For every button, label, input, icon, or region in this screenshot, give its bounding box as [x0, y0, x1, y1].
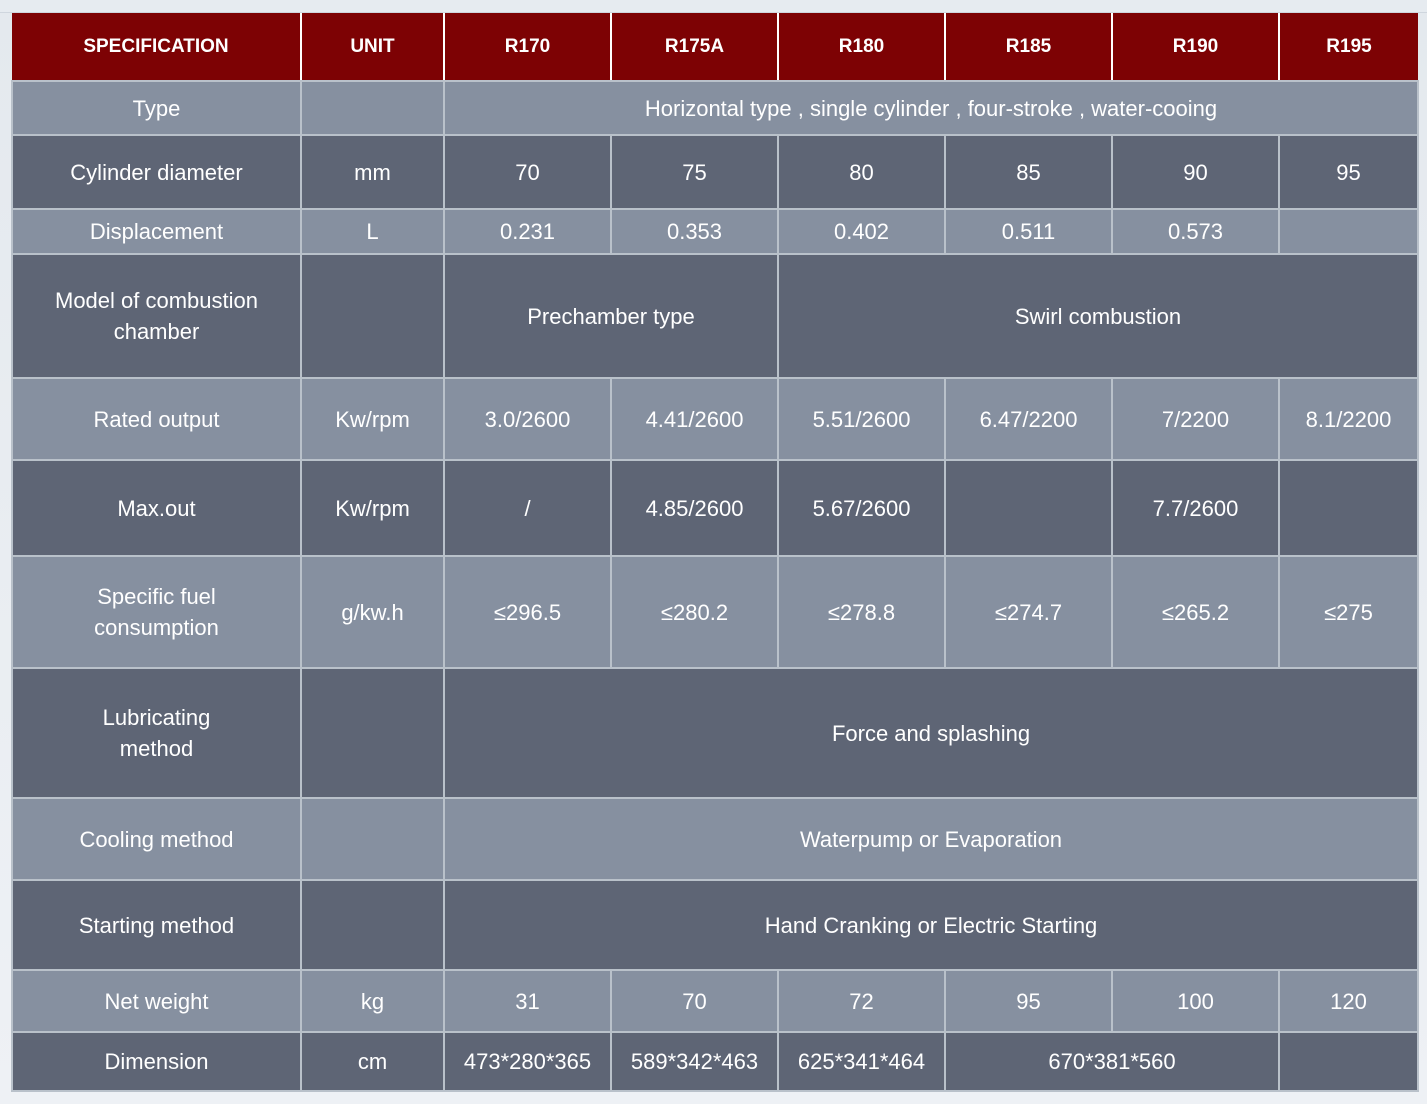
row-label — [12, 556, 301, 668]
row-value-span: Horizontal type , single cylinder , four-stroke , water-cooing — [444, 81, 1418, 135]
header-specification: SPECIFICATION — [12, 13, 301, 81]
table-cell: 70 — [611, 970, 778, 1032]
header-unit: UNIT — [301, 13, 444, 81]
header-model: R180 — [778, 13, 945, 81]
table-cell: 3.0/2600 — [444, 378, 611, 460]
table-cell: 5.51/2600 — [778, 378, 945, 460]
table-cell: 7/2200 — [1112, 378, 1279, 460]
row-label: Type — [12, 81, 301, 135]
row-type — [12, 81, 1418, 135]
row-unit: L — [301, 209, 444, 254]
header-model: R190 — [1112, 13, 1279, 81]
row-label: Cooling method — [12, 798, 301, 880]
row-unit: Kw/rpm — [301, 460, 444, 556]
table-cell: 120 — [1279, 970, 1418, 1032]
table-cell: 95 — [1279, 135, 1418, 209]
row-label-line2: consumption — [94, 615, 219, 640]
header-model: R170 — [444, 13, 611, 81]
top-strip — [0, 0, 1427, 13]
table-cell: 0.573 — [1112, 209, 1279, 254]
row-value-span: Waterpump or Evaporation — [444, 798, 1418, 880]
table-cell: 589*342*463 — [611, 1032, 778, 1091]
row-unit — [301, 668, 444, 798]
table-cell: 4.85/2600 — [611, 460, 778, 556]
row-combustion-chamber — [12, 254, 1418, 378]
row-displacement — [12, 209, 1418, 254]
table-cell: 90 — [1112, 135, 1279, 209]
table-cell: 5.67/2600 — [778, 460, 945, 556]
table-cell: 0.511 — [945, 209, 1112, 254]
table-cell: 7.7/2600 — [1112, 460, 1279, 556]
row-label-line1: Model of combustion — [55, 288, 258, 313]
row-label: Rated output — [12, 378, 301, 460]
table-cell — [1279, 460, 1418, 556]
table-cell: 0.402 — [778, 209, 945, 254]
header-row — [12, 13, 1418, 81]
table-cell: 625*341*464 — [778, 1032, 945, 1091]
table-cell — [945, 460, 1112, 556]
row-label-line1: Specific fuel — [97, 584, 216, 609]
table-cell: 85 — [945, 135, 1112, 209]
row-unit — [301, 880, 444, 970]
row-value-span: Force and splashing — [444, 668, 1418, 798]
row-label — [12, 668, 301, 798]
table-cell: 0.231 — [444, 209, 611, 254]
table-cell: ≤278.8 — [778, 556, 945, 668]
row-label: Starting method — [12, 880, 301, 970]
table-cell: / — [444, 460, 611, 556]
table-cell: ≤296.5 — [444, 556, 611, 668]
table-cell: 72 — [778, 970, 945, 1032]
row-unit — [301, 81, 444, 135]
row-starting — [12, 880, 1418, 970]
table-cell: 70 — [444, 135, 611, 209]
row-label: Dimension — [12, 1032, 301, 1091]
table-cell: 80 — [778, 135, 945, 209]
row-label-line2: chamber — [113, 319, 200, 344]
table-cell: ≤274.7 — [945, 556, 1112, 668]
row-value-span: Hand Cranking or Electric Starting — [444, 880, 1418, 970]
swirl-cell: Swirl combustion — [778, 254, 1418, 378]
table-cell: 75 — [611, 135, 778, 209]
table-cell: 6.47/2200 — [945, 378, 1112, 460]
table-cell: ≤280.2 — [611, 556, 778, 668]
header-model: R195 — [1279, 13, 1418, 81]
row-label-line1: Lubricating — [102, 705, 211, 730]
table-cell: 473*280*365 — [444, 1032, 611, 1091]
table-cell: ≤275 — [1279, 556, 1418, 668]
table-cell: 4.41/2600 — [611, 378, 778, 460]
row-unit: cm — [301, 1032, 444, 1091]
row-dimension — [12, 1032, 1418, 1091]
table-cell: 100 — [1112, 970, 1279, 1032]
table-cell: 95 — [945, 970, 1112, 1032]
row-unit — [301, 254, 444, 378]
table-cell: 31 — [444, 970, 611, 1032]
row-unit: kg — [301, 970, 444, 1032]
row-label — [12, 254, 301, 378]
specification-table — [11, 13, 1419, 1092]
row-label: Cylinder diameter — [12, 135, 301, 209]
header-model: R185 — [945, 13, 1112, 81]
table-cell: 8.1/2200 — [1279, 378, 1418, 460]
row-net-weight — [12, 970, 1418, 1032]
row-cylinder-diameter — [12, 135, 1418, 209]
row-unit — [301, 798, 444, 880]
table-cell — [1279, 1032, 1418, 1091]
table-cell — [1279, 209, 1418, 254]
row-max-out — [12, 460, 1418, 556]
row-unit: mm — [301, 135, 444, 209]
row-rated-output — [12, 378, 1418, 460]
row-unit: g/kw.h — [301, 556, 444, 668]
row-lubricating — [12, 668, 1418, 798]
row-label: Max.out — [12, 460, 301, 556]
row-label-line2: method — [119, 736, 194, 761]
row-label: Displacement — [12, 209, 301, 254]
header-model: R175A — [611, 13, 778, 81]
row-fuel-consumption — [12, 556, 1418, 668]
table-cell: 0.353 — [611, 209, 778, 254]
row-unit: Kw/rpm — [301, 378, 444, 460]
row-label: Net weight — [12, 970, 301, 1032]
row-cooling — [12, 798, 1418, 880]
prechamber-cell: Prechamber type — [444, 254, 778, 378]
table-cell: 670*381*560 — [945, 1032, 1279, 1091]
table-cell: ≤265.2 — [1112, 556, 1279, 668]
